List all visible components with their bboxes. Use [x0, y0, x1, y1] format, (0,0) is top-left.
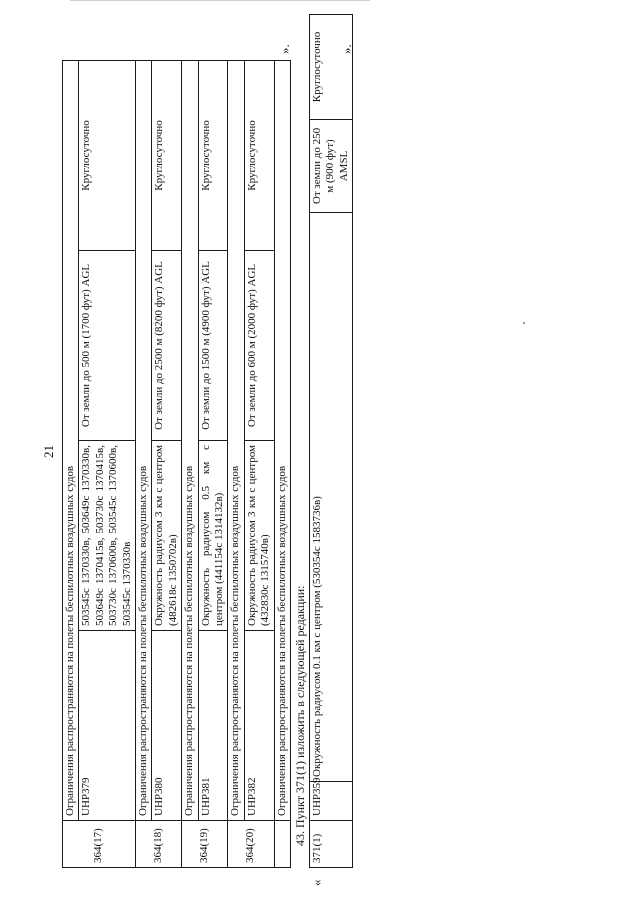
scan-artifact-line [70, 0, 370, 1]
new-zone-table [309, 14, 353, 868]
page-number: 21 [41, 445, 56, 458]
item-number: 364(19) [182, 821, 228, 868]
zone-time: Круглосуточно [310, 15, 353, 120]
zone-height: От земли до 500 м (1700 фут) AGL [79, 251, 136, 441]
zone-row [152, 61, 182, 868]
zone-height: От земли до 1500 м (4900 фут) AGL [198, 251, 228, 441]
zone-row [79, 61, 136, 868]
restriction-note: Ограничения распространяются на полеты беспилотных воздушных судов [63, 61, 79, 821]
restriction-note: Ограничения распространяются на полеты беспилотных воздушных судов [274, 61, 290, 821]
zone-time: Круглосуточно [152, 61, 182, 251]
zone-description: Окружность радиусом 0.1 км с центром (530354с 1583736в) [310, 213, 353, 782]
zone-time: Круглосуточно [198, 61, 228, 251]
item-number: 371(1) [310, 821, 353, 868]
zone-description: Окружность радиусом 3 км с центром (482618с 1350702в) [152, 441, 182, 631]
closing-quote: ». [277, 44, 292, 54]
opening-quote: « [309, 879, 324, 886]
zone-code: UHP381 [198, 631, 228, 821]
restriction-note: Ограничения распространяются на полеты беспилотных воздушных судов [228, 61, 244, 821]
item-number: 364(18) [136, 821, 182, 868]
zone-time: Круглосуточно [79, 61, 136, 251]
zone-row [310, 15, 353, 868]
restriction-note: Ограничения распространяются на полеты беспилотных воздушных судов [182, 61, 198, 821]
zone-code: UHP380 [152, 631, 182, 821]
zone-code: UHP382 [244, 631, 274, 821]
zone-height: От земли до 250 м (900 фут) AMSL [310, 120, 353, 213]
rotated-content [36, 28, 396, 886]
scan-artifact-dot [523, 322, 525, 324]
zone-code: UHP379 [79, 631, 136, 821]
zone-description: 503545с 1370330в, 503649с 1370330в, 503649с 1370415в, 503730с 1370415в, 503730с 1370600в, 503545с 1370600в, 503545с 1370330в [79, 441, 136, 631]
zone-time: Круглосуточно [244, 61, 274, 251]
zone-description: Окружность радиусом 3 км с центром (432830с 1315740в) [244, 441, 274, 631]
zone-row [244, 61, 274, 868]
zone-row [198, 61, 228, 868]
restriction-row [182, 61, 198, 868]
zone-code: UHP359 [310, 782, 353, 821]
zone-table [62, 60, 291, 868]
item-number [274, 821, 290, 868]
zone-description: Окружность радиусом 0.5 км с центром (441154с 1314132в) [198, 441, 228, 631]
restriction-row [63, 61, 79, 868]
restriction-note: Ограничения распространяются на полеты беспилотных воздушных судов [136, 61, 152, 821]
restriction-row [136, 61, 152, 868]
closing-quote: ». [339, 44, 354, 54]
restriction-row [228, 61, 244, 868]
zone-height: От земли до 600 м (2000 фут) AGL [244, 251, 274, 441]
restriction-row [274, 61, 290, 868]
item-number: 364(17) [63, 821, 136, 868]
amendment-statement: 43. Пункт 371(1) изложить в следующей редакции: [293, 585, 307, 846]
zone-height: От земли до 2500 м (8200 фут) AGL [152, 251, 182, 441]
item-number: 364(20) [228, 821, 274, 868]
